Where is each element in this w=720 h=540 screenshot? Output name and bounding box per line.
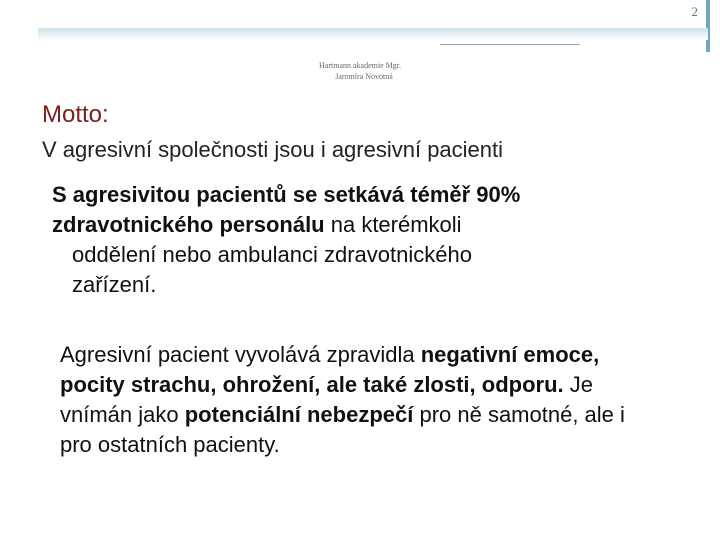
decorative-rule-top <box>38 28 708 40</box>
para2-bold1: negativní emoce, pocity strachu, ohrožení, ale také zlosti, odporu. <box>60 342 600 397</box>
para2-text2: Je vnímán jako <box>60 372 593 427</box>
para2-text1: Agresivní pacient vyvolává zpravidla <box>60 342 421 367</box>
para1-rest-line2: na kterémkoli <box>324 212 462 237</box>
para1-bold-line1: S agresivitou pacientů se setkává téměř 90% <box>52 182 521 207</box>
header-note-line1: Hartmann akademie Mgr. <box>319 61 401 70</box>
para1-line4: zařízení. <box>72 272 157 297</box>
motto-subtitle: V agresivní společnosti jsou i agresivní pacienti <box>42 137 504 162</box>
header-note-line2: Jaromíra Novotná <box>335 72 393 81</box>
para1-line3: oddělení nebo ambulanci zdravotnického <box>72 242 472 267</box>
motto-heading: Motto: <box>42 101 109 128</box>
para2-text3: pro ně samotné, ale i pro ostatních pacienty. <box>60 402 625 457</box>
decorative-rule-right <box>706 0 710 52</box>
header-note <box>0 60 720 82</box>
decorative-rule-accent <box>440 44 580 45</box>
paragraph-statistics <box>52 180 692 300</box>
para1-bold-line2: zdravotnického personálu <box>52 212 325 237</box>
page-number: 2 <box>691 4 698 19</box>
para2-bold2: potenciální nebezpečí <box>184 402 414 427</box>
paragraph-description <box>60 340 660 460</box>
